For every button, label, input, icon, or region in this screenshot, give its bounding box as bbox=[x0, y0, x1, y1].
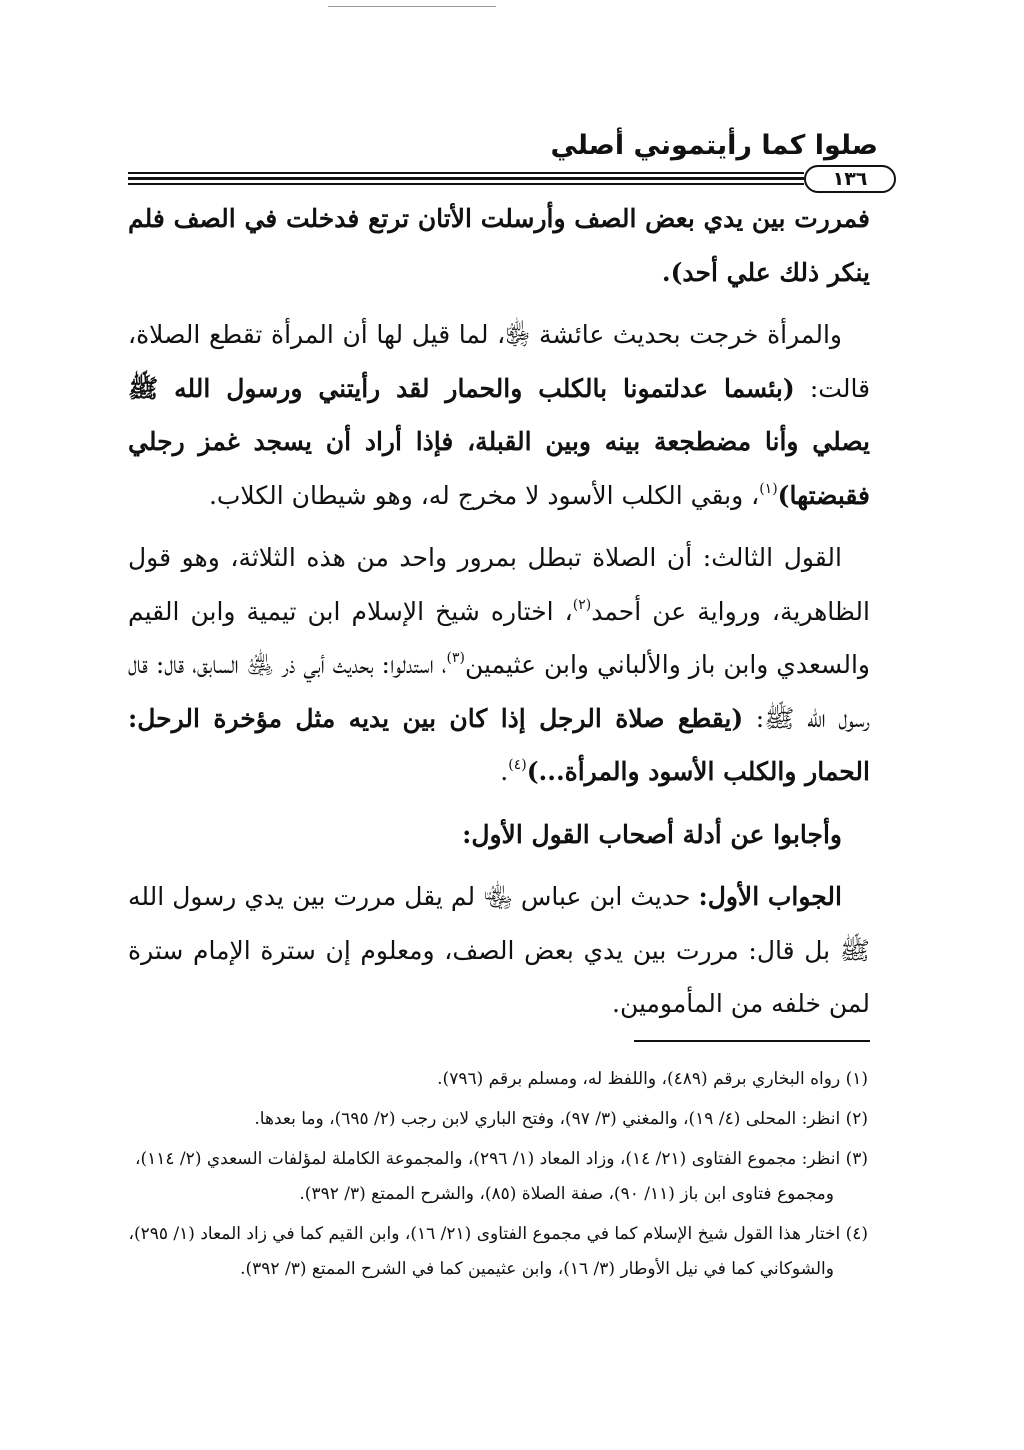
footnote-ref-4: (٤) bbox=[508, 757, 527, 773]
footnote-ref-1: (١) bbox=[759, 480, 778, 497]
footnote-2: (٢) انظر: المحلى (٤/ ١٩)، والمغني (٣/ ٩٧)، وفتح الباري لابن رجب (٢/ ٦٩٥)، وما بعدها. bbox=[254, 1109, 868, 1129]
footnote-1: (١) رواه البخاري برقم (٤٨٩)، واللفظ له، ومسلم برقم (٧٩٦). bbox=[437, 1069, 868, 1089]
footnotes bbox=[128, 1062, 868, 1292]
footnote-ref-3: (٣) bbox=[446, 650, 465, 666]
page-number-badge: ١٣٦ bbox=[804, 165, 896, 193]
main-text bbox=[128, 192, 870, 1031]
footnote-4-line-1: (٤) اختار هذا القول شيخ الإسلام كما في مجموع الفتاوى (٢١/ ١٦)، وابن القيم كما في زاد المعاد (١/ ٢٩٥)، bbox=[128, 1224, 868, 1244]
footnote-4-line-2: والشوكاني كما في نيل الأوطار (٣/ ١٦)، وابن عثيمين كما في الشرح الممتع (٣/ ٣٩٢). bbox=[240, 1259, 834, 1279]
hadith-continuation: فمررت بين يدي بعض الصف وأرسلت الأتان ترتع فدخلت في الصف فلم ينكر ذلك علي أحد). bbox=[128, 204, 870, 287]
footnote-separator bbox=[634, 1040, 870, 1042]
footnote-3 bbox=[128, 1142, 868, 1212]
third-opinion-text: القول الثالث: أن الصلاة تبطل بمرور واحد من هذه الثلاثة، وهو قول الظاهرية، ورواية عن أحمد bbox=[128, 543, 870, 626]
header-line bbox=[128, 177, 804, 180]
abu-dharr-hadith-quote: (يقطع صلاة الرجل إذا كان بين يديه مثل مؤخرة الرحل: الحمار والكلب الأسود والمرأة...) bbox=[128, 703, 870, 786]
paragraph-3 bbox=[128, 531, 870, 799]
header-line bbox=[128, 172, 804, 174]
paragraph-2-end: ، وبقي الكلب الأسود لا مخرج له، وهو شيطان الكلاب. bbox=[208, 480, 760, 510]
first-answer-label: الجواب الأول: bbox=[698, 882, 842, 911]
paragraph-2 bbox=[128, 308, 870, 522]
page-header-band bbox=[128, 165, 896, 195]
header-ornamental-lines bbox=[128, 172, 804, 185]
third-opinion-scholars: ، اختاره شيخ الإسلام ابن تيمية وابن القيم والسعدي وابن باز والألباني وابن عثيمين bbox=[128, 596, 870, 679]
paragraph-2-intro: والمرأة خرجت بحديث عائشة ﵂، لما قيل لها أن المرأة تقطع الصلاة، قالت: bbox=[128, 320, 871, 403]
aisha-hadith-quote: (بئسما عدلتمونا بالكلب والحمار لقد رأيتني ورسول الله ﷺ يصلي وأنا مضطجعة بينه وبين القبلة، فإذا أراد أن يسجد غمز رجلي فقبضتها) bbox=[128, 373, 870, 510]
paragraph-4 bbox=[128, 808, 870, 862]
first-answer-text: حديث ابن عباس ﵄ لم يقل مررت بين يدي رسول الله ﷺ بل قال: مررت بين يدي بعض الصف، ومعلوم إن سترة الإمام سترة لمن خلفه من المأمومين. bbox=[128, 882, 870, 1018]
paragraph-1 bbox=[128, 192, 870, 299]
top-edge-rule bbox=[328, 6, 496, 7]
footnote-3-line-1: (٣) انظر: مجموع الفتاوى (٢١/ ١٤)، وزاد المعاد (١/ ٢٩٦)، والمجموعة الكاملة لمؤلفات السعدي (٢/ ١١٤)، bbox=[135, 1149, 868, 1169]
running-book-title: صلوا كما رأيتموني أصلي bbox=[550, 130, 878, 161]
paragraph-5 bbox=[128, 870, 870, 1031]
section-heading: وأجابوا عن أدلة أصحاب القول الأول: bbox=[462, 819, 842, 849]
third-opinion-evidence: ، استدلوا: بحديث أبي ذر ﵁ السابق، قال: قال رسول الله ﷺ: bbox=[128, 650, 870, 733]
header-line bbox=[128, 183, 804, 185]
footnote-3-line-2: ومجموع فتاوى ابن باز (١١/ ٩٠)، صفة الصلاة (٨٥)، والشرح الممتع (٣/ ٣٩٢). bbox=[299, 1184, 834, 1204]
footnote-4 bbox=[128, 1217, 868, 1287]
sentence-end: . bbox=[500, 757, 509, 786]
footnote-ref-2: (٢) bbox=[572, 596, 592, 613]
